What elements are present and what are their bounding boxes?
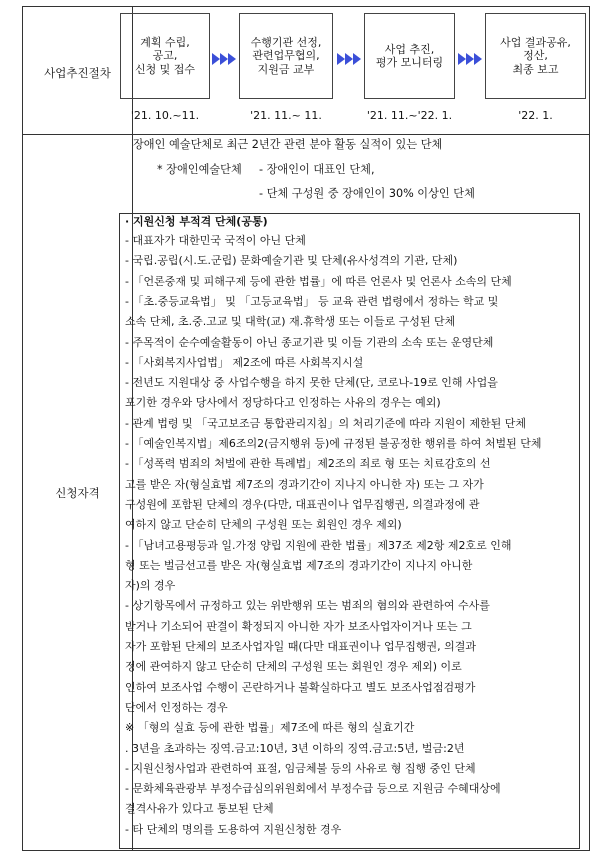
ineligible-criteria-box [119, 213, 580, 849]
criteria-line: - 문화체육관광부 부정수급심의위원회에서 부정수급 등으로 지원금 수혜대상에 [125, 782, 501, 796]
criteria-line: - 「초.중등교육법」 및 「고등교육법」 등 교육 관련 법령에서 정하는 학교 및 [125, 294, 499, 308]
criteria-line: - 「남녀고용평등과 일.가정 양립 지원에 관한 법률」제37조 제2항 제2호로 인해 [125, 538, 512, 552]
chevron-arrow-icon [458, 53, 484, 65]
note-label: * 장애인예술단체 [157, 163, 242, 176]
criteria-line: 구성원에 포함된 단체의 경우(다만, 대표권이나 업무집행권, 의결과정에 관 [125, 497, 480, 511]
criteria-line: - 상기항목에서 규정하고 있는 위반행위 또는 범죄의 혐의와 관련하여 수사를 [125, 599, 490, 613]
criteria-line: - 「사회복지사업법」 제2조에 따른 사회복지시설 [125, 355, 364, 369]
criteria-line: 정에 관여하지 않고 단순히 단체의 구성원 또는 회원인 경우 제외) 이로 [125, 660, 462, 674]
step-date-1: '21. 10.~11. [130, 109, 200, 122]
criteria-line: - 「언론중재 및 피해구제 등에 관한 법률」에 따른 언론사 및 언론사 소속의 단체 [125, 274, 512, 288]
criteria-line: - 「성폭력 범죄의 처벌에 관한 특례법」제2조의 죄로 형 또는 치료감호의 선 [125, 457, 491, 471]
criteria-line: 인하여 보조사업 수행이 곤란하거나 불확실하다고 별도 보조사업점검평가 [125, 680, 476, 694]
criteria-line: 자가 포함된 단체의 보조사업자일 때(다만 대표권이나 업무집행권, 의결과 [125, 640, 477, 653]
criteria-line: 여하지 않고 단순히 단체의 구성원 또는 회원인 경우 제외) [125, 518, 402, 532]
criteria-line: - 지원신청사업과 관련하여 표절, 임금체불 등의 사유로 형 집행 중인 단체 [125, 761, 476, 775]
criteria-line: - 국립.공립(시.도.군립) 문화예술기관 및 단체(유사성격의 기관, 단체) [125, 254, 458, 268]
eligibility-label: 신청자격 [55, 486, 100, 500]
criteria-line: 소속 단체, 초.중.고교 및 대학(교) 재.휴학생 또는 이들로 구성된 단체 [125, 315, 456, 329]
criteria-line: 고를 받은 자(형실효법 제7조의 경과기간이 지나지 아니한 자) 또는 그 자가 [125, 477, 484, 491]
criteria-line: 결격사유가 있다고 통보된 단체 [125, 802, 274, 816]
process-step-3: 사업 추진, 평가 모니터링 [364, 13, 455, 99]
box-title: · 지원신청 부적격 단체(공통) [125, 215, 268, 228]
note-line-1: - 장애인이 대표인 단체, [259, 163, 375, 176]
criteria-line: - 주목적이 순수예술활동이 아닌 종교기관 및 이들 기관의 소속 또는 운영단체 [125, 335, 494, 349]
step-date-3: '21. 11.~'22. 1. [366, 109, 453, 122]
row-divider [23, 134, 589, 135]
criteria-line: - 전년도 지원대상 중 사업수행을 하지 못한 단체(단, 코로나-19로 인해 사업을 [125, 376, 498, 390]
criteria-line: 형 또는 벌금선고를 받은 자(형실효법 제7조의 경과기간이 지나지 아니한 [125, 558, 473, 572]
criteria-line: - 대표자가 대한민국 국적이 아닌 단체 [125, 234, 306, 247]
note-line-2: - 단체 구성원 중 장애인이 30% 이상인 단체 [259, 187, 475, 200]
chevron-arrow-icon [212, 53, 238, 65]
step-date-4: '22. 1. [518, 109, 553, 122]
eligibility-intro: 장애인 예술단체로 최근 2년간 관련 분야 활동 실적이 있는 단체 [133, 138, 443, 151]
criteria-line: 자)의 경우 [125, 579, 176, 593]
criteria-line: - 「예술인복지법」제6조의2(금지행위 등)에 규정된 불공정한 행위를 하여 처벌된 단체 [125, 437, 542, 450]
criteria-line: - 관계 법령 및 「국고보조금 통합관리지침」의 처리기준에 따라 지원이 제한된 단체 [125, 416, 526, 430]
criteria-line: 단에서 인정하는 경우 [125, 700, 228, 714]
criteria-line: ※ 「형의 실효 등에 관한 법률」제7조에 따른 형의 실효기간 [125, 721, 415, 735]
process-step-2: 수행기관 선정, 관련업무협의, 지원금 교부 [239, 13, 333, 99]
criteria-line: - 타 단체의 명의를 도용하여 지원신청한 경우 [125, 822, 342, 836]
process-step-4: 사업 결과공유, 정산, 최종 보고 [485, 13, 586, 99]
step-date-2: '21. 11.~ 11. [250, 109, 322, 122]
process-step-1: 계획 수립, 공고, 신청 및 접수 [120, 13, 210, 99]
criteria-line: . 3년을 초과하는 징역.금고:10년, 3년 이하의 징역.금고:5년, 벌금:2년 [125, 741, 465, 755]
procedure-label: 사업추진절차 [44, 66, 111, 80]
chevron-arrow-icon [337, 53, 363, 65]
criteria-line: 받거나 기소되어 판결이 확정되지 아니한 자가 보조사업자이거나 또는 그 [125, 619, 472, 633]
criteria-line: 포기한 경우와 당사에서 정당하다고 인정하는 사유의 경우는 예외) [125, 396, 441, 410]
